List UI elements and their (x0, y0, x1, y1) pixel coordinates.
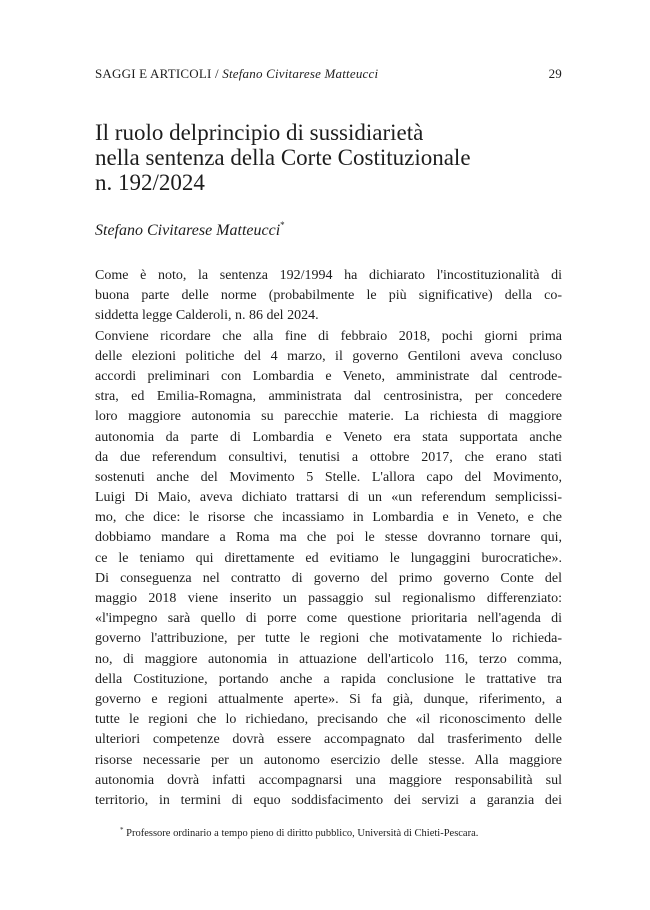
body-line: siddetta legge Calderoli, n. 86 del 2024. (95, 308, 319, 324)
body-line: della Costituzione, portando anche a rapida conclusione le trattative tra (95, 671, 562, 687)
body-line: no, di maggiore autonomia in attuazione dell'articolo 116, terzo comma, (95, 651, 562, 667)
body-line: governo l'attribuzione, per tutte le regioni che motivatamente lo richieda- (95, 631, 562, 647)
author-footnote-marker: * (280, 220, 285, 230)
body-line: stra, ed Emilia-Romagna, amministrata dal centrosinistra, per concedere (95, 389, 562, 405)
body-line: dobbiamo mandare a Roma ma che poi le stesse dovranno tornare qui, (95, 530, 562, 546)
body-line: governo e regioni attualmente aperte». Si fa già, dunque, riferimento, a (95, 691, 562, 707)
body-line: sostenuti anche del Movimento 5 Stelle. L'allora capo del Movimento, (95, 469, 562, 485)
running-head-author: Stefano Civitarese Matteucci (222, 66, 379, 81)
running-head-separator: / (211, 66, 223, 81)
article-title-line: n. 192/2024 (95, 170, 205, 195)
body-line: risorse necessarie per un autonomo esercizio delle stesse. Alla maggiore (95, 752, 562, 768)
footnote-text: Professore ordinario a tempo pieno di diritto pubblico, Università di Chieti-Pescara. (126, 828, 479, 839)
article-title-line: nella sentenza della Corte Costituzionale (95, 145, 471, 170)
body-line: autonomia da parte di Lombardia e Veneto era stata supportata anche (95, 429, 562, 445)
body-line: da due referendum consultivi, tenutisi a ottobre 2017, che erano stati (95, 449, 562, 465)
body-line: Di conseguenza nel contratto di governo del primo governo Conte del (95, 570, 562, 586)
running-head-section: SAGGI E ARTICOLI (95, 66, 212, 81)
article-author-name: Stefano Civitarese Matteucci (95, 222, 281, 239)
body-line: loro maggiore autonomia su parecchie materie. La richiesta di maggiore (95, 409, 562, 425)
body-line: delle elezioni politiche del 4 marzo, il governo Gentiloni aveva concluso (95, 348, 562, 364)
body-text (95, 266, 562, 811)
body-line: Come è noto, la sentenza 192/1994 ha dichiarato l'incostituzionalità di (95, 268, 562, 283)
body-line: «l'impegno sarà quello di porre come questione prioritaria nell'agenda di (95, 611, 562, 627)
running-head (95, 66, 562, 82)
footnote-marker: * (120, 826, 124, 834)
article-title (95, 120, 565, 195)
body-line: Luigi Di Maio, aveva dichiato trattarsi di un «un referendum semplicissi- (95, 490, 562, 506)
body-line: territorio, in termini di equo soddisfacimento dei servizi a garanzia dei (95, 792, 562, 808)
body-line: ulteriori competenze dovrà essere accompagnato dal trasferimento delle (95, 732, 562, 748)
body-line: accordi preliminari con Lombardia e Veneto, amministrate dal centrode- (95, 368, 562, 384)
footnote (120, 826, 560, 839)
body-line: autonomia dovrà infatti accompagnarsi una maggiore responsabilità sul (95, 772, 562, 788)
body-line: buona parte delle norme (probabilmente le più significative) della co- (95, 288, 562, 304)
page-number: 29 (548, 66, 562, 81)
article-author (95, 220, 285, 240)
body-line: maggio 2018 viene inserito un passaggio sul regionalismo differenziato: (95, 591, 562, 606)
article-title-line: Il ruolo delprincipio di sussidiarietà (95, 120, 424, 145)
body-line: Conviene ricordare che alla fine di febbraio 2018, pochi giorni prima (95, 328, 562, 344)
body-line: mo, che dice: le risorse che incassiamo in Lombardia e in Veneto, e che (95, 510, 562, 526)
body-line: ce le teniamo qui direttamente ed evitiamo le lungaggini burocratiche». (95, 550, 562, 566)
body-line: tutte le regioni che lo richiedano, precisando che «il riconoscimento delle (95, 712, 562, 728)
